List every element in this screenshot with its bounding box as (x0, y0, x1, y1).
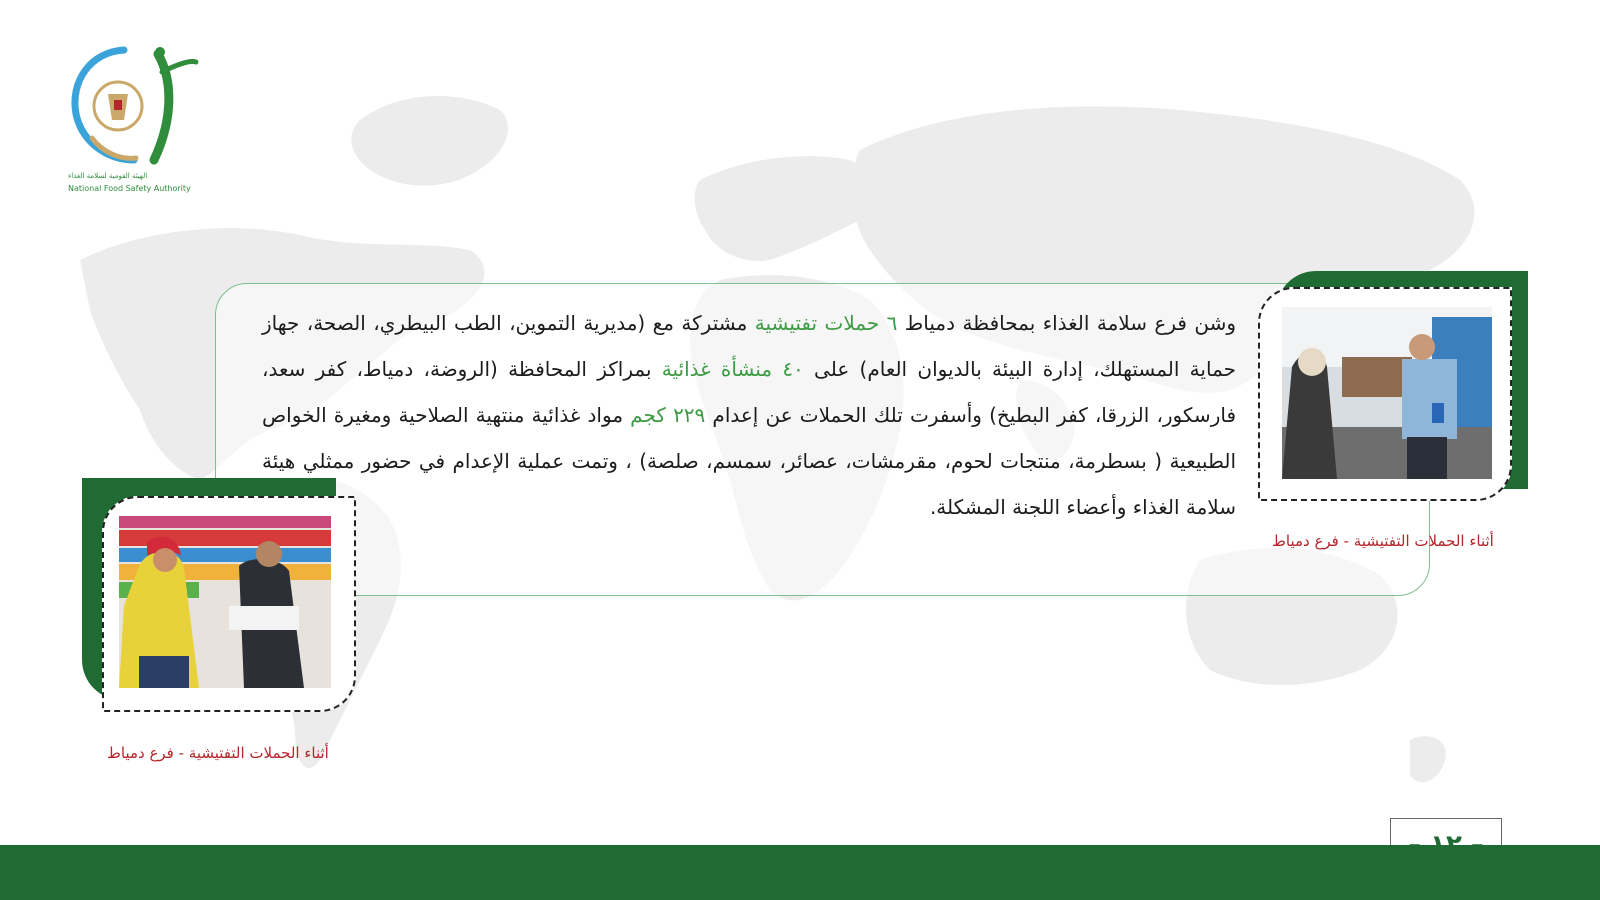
footer-bar (0, 845, 1600, 900)
logo-english-name: National Food Safety Authority (68, 184, 191, 193)
article-segment: بمراكز المحافظة (الروضة، دمياط، كفر سعد، فارسكور، الزرقا، كفر البطيخ) وأسفرت تلك الحملات عن إعدام (262, 357, 1237, 427)
article-body (262, 300, 1236, 530)
inspection-photo-right (1282, 307, 1492, 479)
article-segment: مواد غذائية منتهية الصلاحية ومغيرة الخواص الطبيعية ( بسطرمة، منتجات لحوم، مقرمشات، عصائر، سمسم، صلصة) ، وتمت عملية الإعدام في حضور ممثلي هيئة سلامة الغذاء وأعضاء اللجنة المشكلة. (262, 403, 1236, 519)
highlight-campaigns: ٦ حملات تفتيشية (754, 311, 898, 335)
left-photo-caption: أثناء الحملات التفتيشية - فرع دمياط (107, 744, 329, 762)
left-photo-frame (82, 478, 356, 724)
nfsa-emblem-icon (62, 42, 212, 172)
right-photo-caption: أثناء الحملات التفتيشية - فرع دمياط (1272, 532, 1494, 550)
logo-ring-text: NFSA (144, 85, 167, 118)
nfsa-logo (62, 42, 212, 202)
inspection-photo-left (119, 516, 331, 688)
article-segment: وشن فرع سلامة الغذاء بمحافظة دمياط (897, 311, 1237, 335)
highlight-facilities: ٤٠ منشأة غذائية (661, 357, 804, 381)
right-photo-frame (1258, 271, 1528, 513)
article-segment: مشتركة مع (مديرية التموين، الطب البيطري، الصحة، جهاز حماية المستهلك، إدارة البيئة بالديوان العام) على (262, 311, 1236, 381)
highlight-weight: ٢٢٩ كجم (630, 403, 706, 427)
logo-arabic-name: الهيئة القومية لسلامة الغذاء (68, 172, 148, 180)
